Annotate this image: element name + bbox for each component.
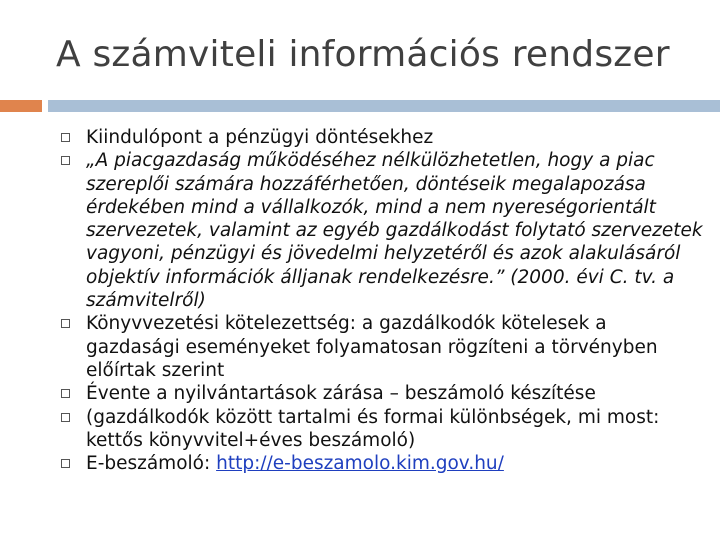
bullet-text: Könyvvezetési kötelezettség: a gazdálkodók kötelesek a gazdasági eseményeket folyamatosan rögzíteni a törvényben előírtak szerint	[86, 313, 658, 381]
square-bullet-icon	[61, 459, 70, 468]
square-bullet-icon	[61, 156, 70, 165]
bullet-text: E-beszámoló:	[86, 453, 217, 475]
bullet-item	[56, 382, 706, 405]
bullet-text: „A piacgazdaság működéséhez nélkülözhetetlen, hogy a piac szereplői számára hozzáférhetően, döntéseik megalapozása érdekében mind a vállalkozók, mind a nem nyereségorientált szervezetek, valamint az egyéb gazdálkodást folytató szervezetek vagyoni, pénzügyi és jövedelmi helyzetéről és azok alakulásáról objektív információk álljanak rendelkezésre.” (2000. évi C. tv. a számvitelről)	[86, 150, 703, 312]
bullet-text: (gazdálkodók között tartalmi és formai különbségek, mi most: kettős könyvvitel+éves beszámoló)	[86, 406, 660, 451]
square-bullet-icon	[61, 389, 70, 398]
bullet-list	[56, 126, 706, 475]
accent-bar-orange	[0, 100, 42, 112]
accent-bar-blue	[48, 100, 720, 112]
bullet-item	[56, 406, 706, 453]
bullet-item	[56, 312, 706, 382]
e-beszamolo-link[interactable]: http://e-beszamolo.kim.gov.hu/	[216, 453, 504, 475]
bullet-item-link	[56, 452, 706, 475]
square-bullet-icon	[61, 133, 70, 142]
bullet-item-quote	[56, 149, 706, 312]
bullet-text: Évente a nyilvántartások zárása – beszámoló készítése	[86, 383, 596, 405]
slide-title: A számviteli információs rendszer	[56, 34, 670, 75]
square-bullet-icon	[61, 413, 70, 422]
bullet-item	[56, 126, 706, 149]
square-bullet-icon	[61, 319, 70, 328]
bullet-text: Kiindulópont a pénzügyi döntésekhez	[86, 127, 434, 148]
